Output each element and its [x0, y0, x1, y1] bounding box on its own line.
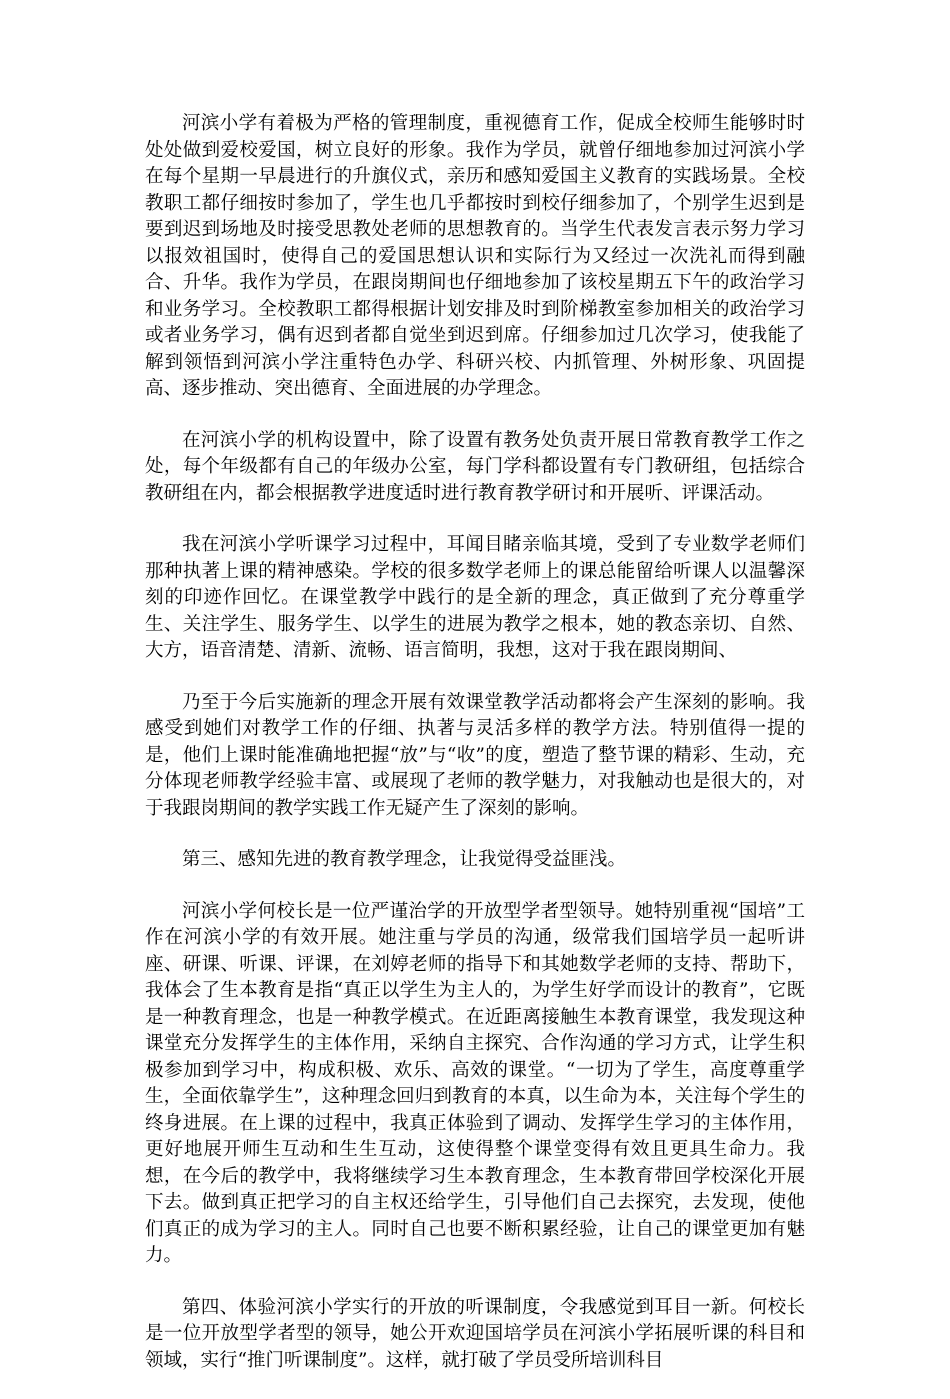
paragraph-fourth-section: 第四、体验河滨小学实行的开放的听课制度，令我感觉到耳目一新。何校长是一位开放型学者型的领导，她公开欢迎国培学员在河滨小学拓展听课的科目和领域，实行“推门听课制度”。这样，就打破了学员受所培训科目	[145, 1296, 805, 1371]
paragraph-teaching-methods: 乃至于今后实施新的理念开展有效课堂教学活动都将会产生深刻的影响。我感受到她们对教学工作的仔细、执著与灵活多样的教学方法。特别值得一提的是，他们上课时能准确地把握“放”与“收”的度，塑造了整节课的精彩、生动，充分体现老师教学经验丰富、或展现了老师的教学魅力，对我触动也是很大的，对于我跟岗期间的教学实践工作无疑产生了深刻的影响。	[145, 691, 805, 819]
paragraph-lesson-observation: 我在河滨小学听课学习过程中，耳闻目睹亲临其境，受到了专业数学老师们那种执著上课的精神感染。学校的很多数学老师上的课总能留给听课人以温馨深刻的印迹作回忆。在课堂教学中践行的是全新的理念，真正做到了充分尊重学生、关注学生、服务学生、以学生的进展为教学之根本，她的教态亲切、自然、大方，语音清楚、清新、流畅、语言简明，我想，这对于我在跟岗期间、	[145, 534, 805, 661]
document-page	[145, 111, 805, 1399]
paragraph-organization-structure: 在河滨小学的机构设置中，除了设置有教务处负责开展日常教育教学工作之处，每个年级都有自己的年级办公室，每门学科都设置有专门教研组，包括综合教研组在内，都会根据教学进度适时进行教育教学研讨和开展听、评课活动。	[145, 429, 805, 504]
paragraph-principal-philosophy: 河滨小学何校长是一位严谨治学的开放型学者型领导。她特别重视“国培”工作在河滨小学的有效开展。她注重与学员的沟通，级常我们国培学员一起听讲座、研课、听课、评课，在刘婷老师的指导下和其她数学老师的支持、帮助下，我体会了生本教育是指“真正以学生为主人的，为学生好学而设计的教育”，它既是一种教育理念，也是一种教学模式。在近距离接触生本教育课堂，我发现这种课堂充分发挥学生的主体作用，采纳自主探究、合作沟通的学习方式，让学生积极参加到学习中，构成积极、欢乐、高效的课堂。“一切为了学生，高度尊重学生，全面依靠学生”，这种理念回归到教育的本真，以生命为本，关注每个学生的终身进展。在上课的过程中，我真正体验到了调动、发挥学生学习的主体作用，更好地展开师生互动和生生互动，这使得整个课堂变得有效且更具生命力。我想，在今后的教学中，我将继续学习生本教育理念，生本教育带回学校深化开展下去。做到真正把学习的自主权还给学生，引导他们自己去探究，去发现，使他们真正的成为学习的主人。同时自己也要不断积累经验，让自己的课堂更加有魅力。	[145, 900, 805, 1266]
paragraph-management-system: 河滨小学有着极为严格的管理制度，重视德育工作，促成全校师生能够时时处处做到爱校爱国，树立良好的形象。我作为学员，就曾仔细地参加过河滨小学在每个星期一早晨进行的升旗仪式，亲历和感知爱国主义教育的实践场景。全校教职工都仔细按时参加了，学生也几乎都按时到校仔细参加了，个别学生迟到是要到迟到场地及时接受思教处老师的思想教育的。当学生代表发言表示努力学习以报效祖国时，使得自己的爱国思想认识和实际行为又经过一次洗礼而得到融合、升华。我作为学员，在跟岗期间也仔细地参加了该校星期五下午的政治学习和业务学习。全校教职工都得根据计划安排及时到阶梯教室参加相关的政治学习或者业务学习，偶有迟到者都自觉坐到迟到席。仔细参加过几次学习，使我能了解到领悟到河滨小学注重特色办学、科研兴校、内抓管理、外树形象、巩固提高、逐步推动、突出德育、全面进展的办学理念。	[145, 113, 805, 399]
heading-third-section: 第三、感知先进的教育教学理念，让我觉得受益匪浅。	[182, 849, 627, 870]
